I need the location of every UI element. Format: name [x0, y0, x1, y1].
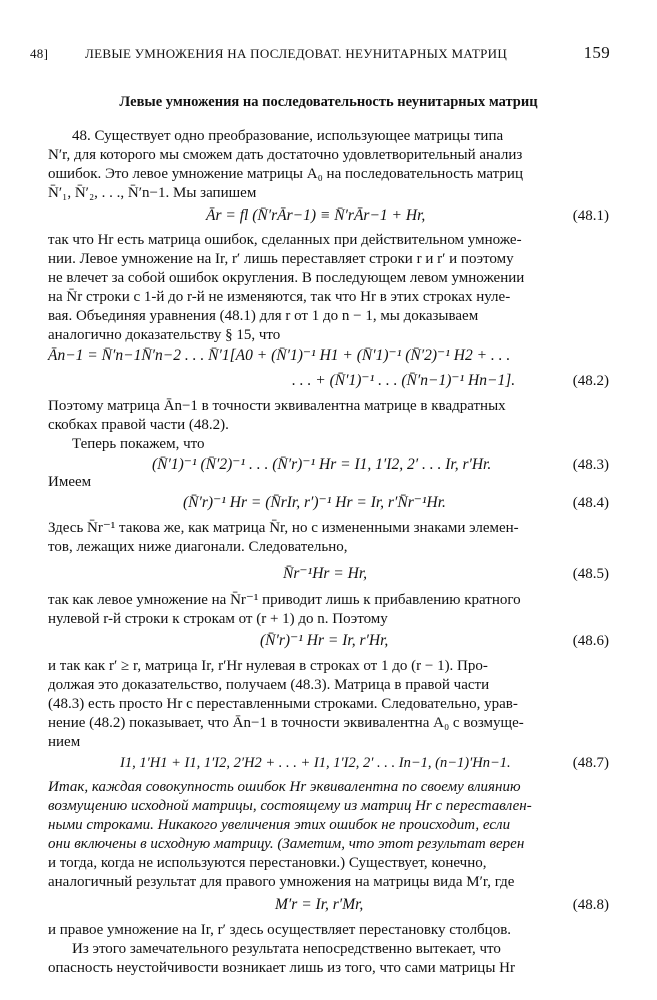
equation-number: (48.8) — [572, 897, 609, 913]
equation-number: (48.3) — [572, 457, 609, 473]
text-line: скобках правой части (48.2). — [48, 417, 229, 433]
text-line: Здесь N̄r⁻¹ такова же, как матрица N̄r, но с измененными знаками элемен- — [48, 520, 519, 536]
text-line: нение (48.2) показывает, что Ān−1 в точности эквивалентна A₀ с возмуще- — [48, 715, 524, 731]
text-line: нулевой r-й строки к строкам от (r + 1) до n. Поэтому — [48, 611, 388, 627]
page-number: 159 — [583, 43, 610, 62]
equation-number: (48.5) — [572, 566, 609, 582]
running-title: ЛЕВЫЕ УМНОЖЕНИЯ НА ПОСЛЕДОВАТ. НЕУНИТАРНЫХ МАТРИЦ — [85, 46, 508, 61]
text-line: на N̄r строки с 1-й до r-й не изменяются, так что Hr в этих строках нуле- — [48, 289, 511, 305]
section-heading: Левые умножения на последовательность неунитарных матриц — [119, 94, 538, 110]
text-line: и так как r′ ≥ r, матрица Ir, r′Hr нулевая в строках от 1 до (r − 1). Про- — [48, 658, 488, 674]
equation-number: (48.4) — [572, 495, 609, 511]
text-line: и тогда, когда не используются перестановки.) Существует, конечно, — [48, 855, 487, 871]
equation-48-1: Ār = fl (N̄′rĀr−1) ≡ N̄′rĀr−1 + Hr, — [206, 207, 426, 224]
equation-48-2-line1: Ān−1 = N̄′n−1N̄′n−2 . . . N̄′1[A0 + (N̄′1)⁻¹ H1 + (N̄′1)⁻¹ (N̄′2)⁻¹ H2 + . . . — [48, 347, 511, 364]
text-line: так что Hr есть матрица ошибок, сделанных при действительном умноже- — [48, 232, 522, 248]
text-line: аналогично доказательству § 15, что — [48, 327, 281, 343]
text-line: Поэтому матрица Ān−1 в точности эквивалентна матрице в квадратных — [48, 398, 506, 414]
text-line: нием — [48, 734, 81, 750]
text-line: опасность неустойчивости возникает лишь из того, что сами матрицы Hr — [48, 960, 515, 976]
equation-number: (48.6) — [572, 633, 609, 649]
equation-48-8: M′r = Ir, r′Mr, — [275, 896, 364, 913]
text-line: аналогичный результат для правого умножения на матрицы вида M′r, где — [48, 874, 515, 890]
text-line: (48.3) есть просто Hr с переставленными строками. Следовательно, урав- — [48, 696, 518, 712]
equation-48-4: (N̄′r)⁻¹ Hr = (N̄rIr, r′)⁻¹ Hr = Ir, r′N̄r⁻¹Hr. — [183, 494, 446, 511]
text-line: N̄′₁, N̄′₂, . . ., N̄′n−1. Мы запишем — [48, 185, 257, 201]
text-line: возмущению исходной матрицы, состоящему из матриц Hr с переставлен- — [48, 798, 532, 814]
equation-48-5: N̄r⁻¹Hr = Hr, — [283, 565, 368, 582]
text-line: ошибок. Это левое умножение матрицы A₀ на последовательность матриц — [48, 166, 523, 182]
running-header — [30, 44, 610, 64]
equation-number: (48.2) — [572, 373, 609, 389]
text-line: Теперь покажем, что — [72, 436, 205, 452]
equation-number: (48.7) — [572, 755, 609, 771]
text-line: нии. Левое умножение на Ir, r′ лишь переставляет строки r и r′ и поэтому — [48, 251, 514, 267]
text-line: ными строками. Никакого увеличения этих ошибок не происходит, если — [48, 817, 511, 833]
text-line: 48. Существует одно преобразование, использующее матрицы типа — [72, 128, 504, 144]
equation-48-2-line2: . . . + (N̄′1)⁻¹ . . . (N̄′n−1)⁻¹ Hn−1]. — [292, 372, 516, 389]
text-line: не влечет за собой ошибок округления. В последующем левом умножении — [48, 270, 525, 286]
section-number: 48] — [30, 46, 49, 61]
text-line: вая. Объединяя уравнения (48.1) для r от 1 до n − 1, мы доказываем — [48, 308, 479, 324]
text-line: и правое умножение на Ir, r′ здесь осуществляет перестановку столбцов. — [48, 922, 512, 938]
text-line: Имеем — [48, 474, 92, 490]
text-line: N′r, для которого мы сможем дать достаточно удовлетворительный анализ — [48, 147, 523, 163]
text-line: тов, лежащих ниже диагонали. Следовательно, — [48, 539, 348, 555]
equation-48-3: (N̄′1)⁻¹ (N̄′2)⁻¹ . . . (N̄′r)⁻¹ Hr = I1, 1′I2, 2′ . . . Ir, r′Hr. — [152, 456, 492, 473]
equation-48-6: (N̄′r)⁻¹ Hr = Ir, r′Hr, — [260, 632, 389, 649]
text-line: должая это доказательство, получаем (48.3). Матрица в правой части — [48, 677, 490, 693]
text-line: так как левое умножение на N̄r⁻¹ приводит лишь к прибавлению кратного — [48, 592, 521, 608]
text-line: Из этого замечательного результата непосредственно вытекает, что — [72, 941, 501, 957]
equation-number: (48.1) — [572, 208, 609, 224]
text-line: Итак, каждая совокупность ошибок Hr эквивалентна по своему влиянию — [48, 779, 521, 795]
text-line: они включены в исходную матрицу. (Заметим, что этот результат верен — [48, 836, 525, 852]
equation-48-7: I1, 1′H1 + I1, 1′I2, 2′H2 + . . . + I1, 1′I2, 2′ . . . In−1, (n−1)′Hn−1. — [120, 755, 511, 771]
